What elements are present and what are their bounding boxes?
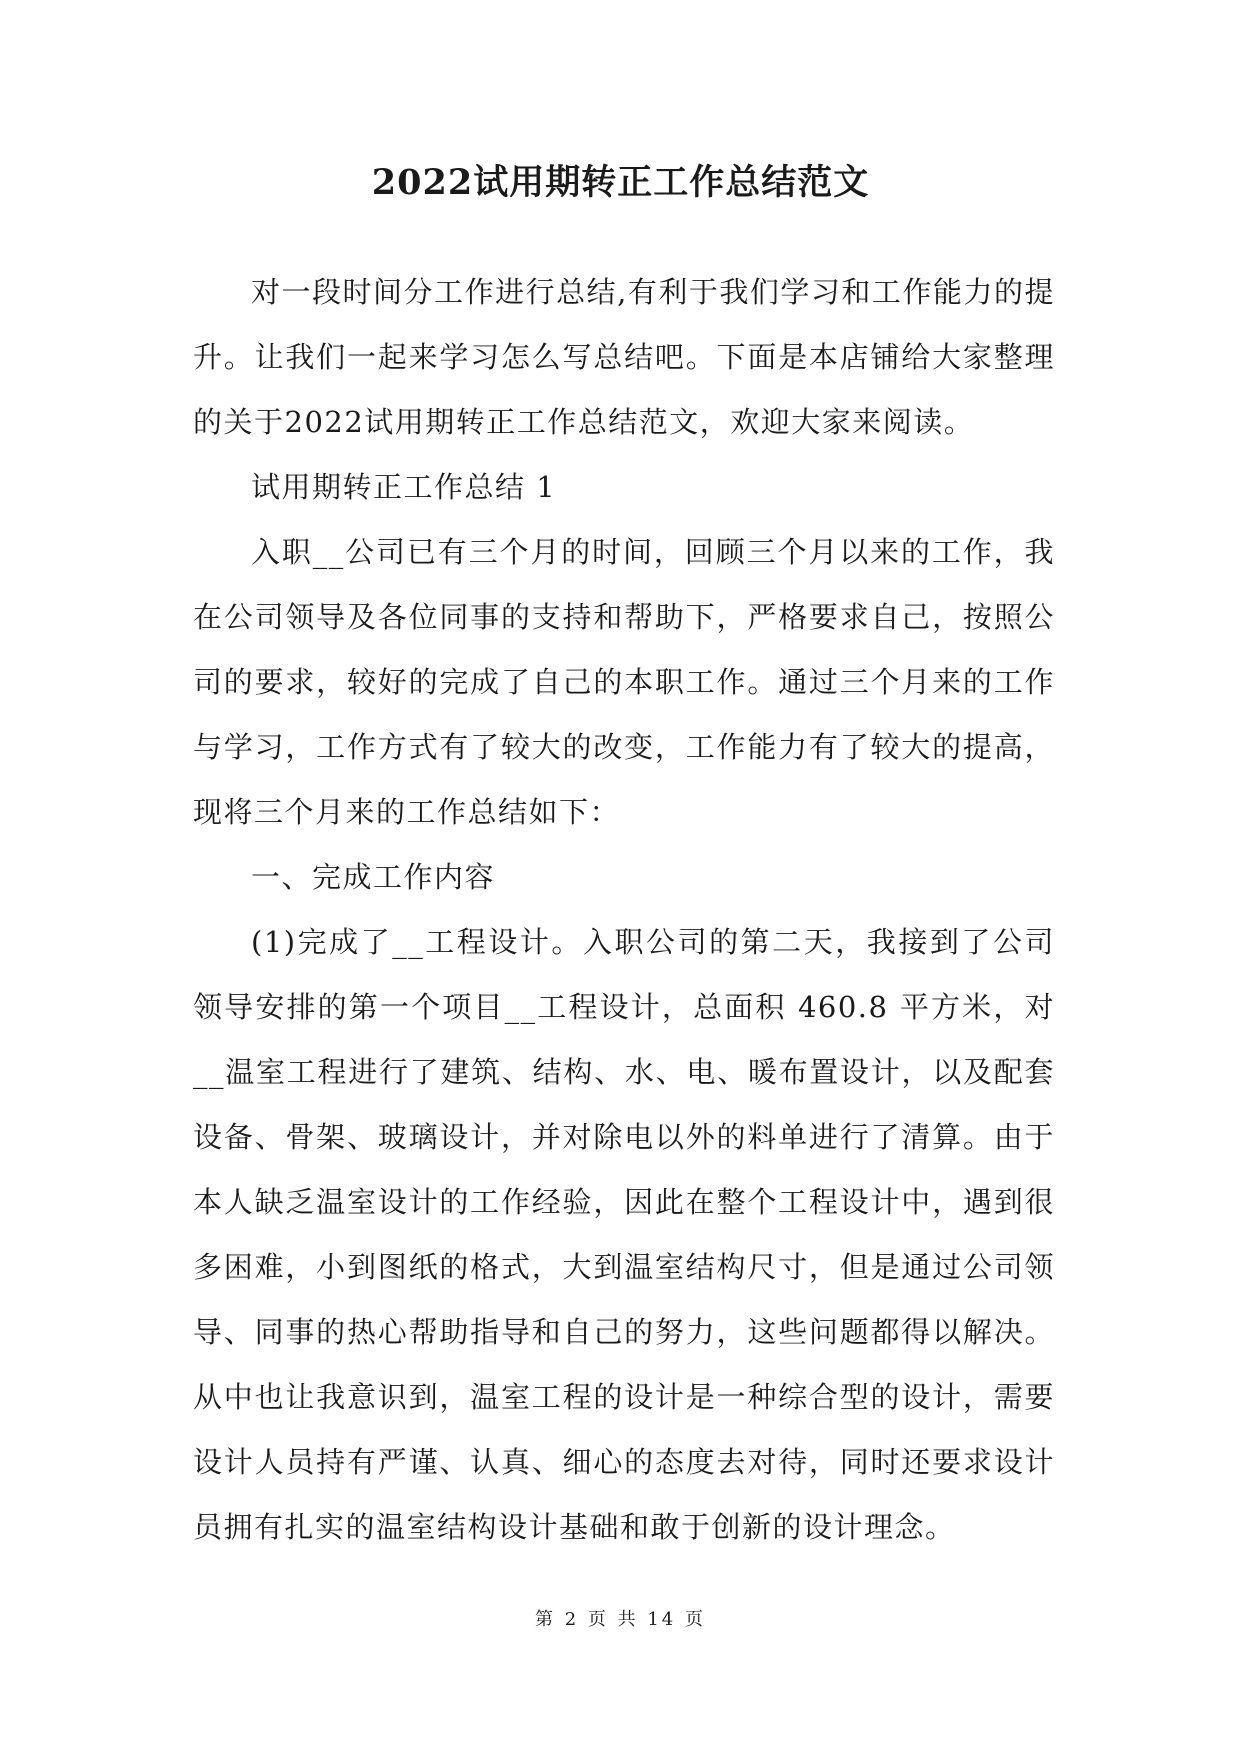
body-paragraph: (1)完成了__工程设计。入职公司的第二天，我接到了公司领导安排的第一个项目__工程设计，总面积 460.8 平方米，对__温室工程进行了建筑、结构、水、电、暖布置设计，以及配套设备、骨架、玻璃设计，并对除电以外的料单进行了清算。由于本人缺乏温室设计的工作经验，因此在整个工程设计中，遇到很多困难，小到图纸的格式，大到温室结构尺寸，但是通过公司领导、同事的热心帮助指导和自己的努力，这些问题都得以解决。从中也让我意识到，温室工程的设计是一种综合型的设计，需要设计人员持有严谨、认真、细心的态度去对待，同时还要求设计员拥有扎实的温室结构设计基础和敢于创新的设计理念。 — [193, 925, 1055, 1544]
page-title: 2022试用期转正工作总结范文 — [371, 162, 870, 203]
body-paragraph: 入职__公司已有三个月的时间，回顾三个月以来的工作，我在公司领导及各位同事的支持和帮助下，严格要求自己，按照公司的要求，较好的完成了自己的本职工作。通过三个月来的工作与学习，工作方式有了较大的改变，工作能力有了较大的提高，现将三个月来的工作总结如下： — [193, 535, 1055, 829]
page-number-footer: 第 2 页 共 14 页 — [535, 1609, 706, 1630]
intro-paragraph: 对一段时间分工作进行总结,有利于我们学习和工作能力的提升。让我们一起来学习怎么写总结吧。下面是本店铺给大家整理的关于2022试用期转正工作总结范文，欢迎大家来阅读。 — [193, 275, 1055, 439]
section-heading: 试用期转正工作总结 1 — [251, 470, 557, 504]
document-body — [193, 260, 1055, 1560]
subsection-heading: 一、完成工作内容 — [251, 860, 496, 894]
